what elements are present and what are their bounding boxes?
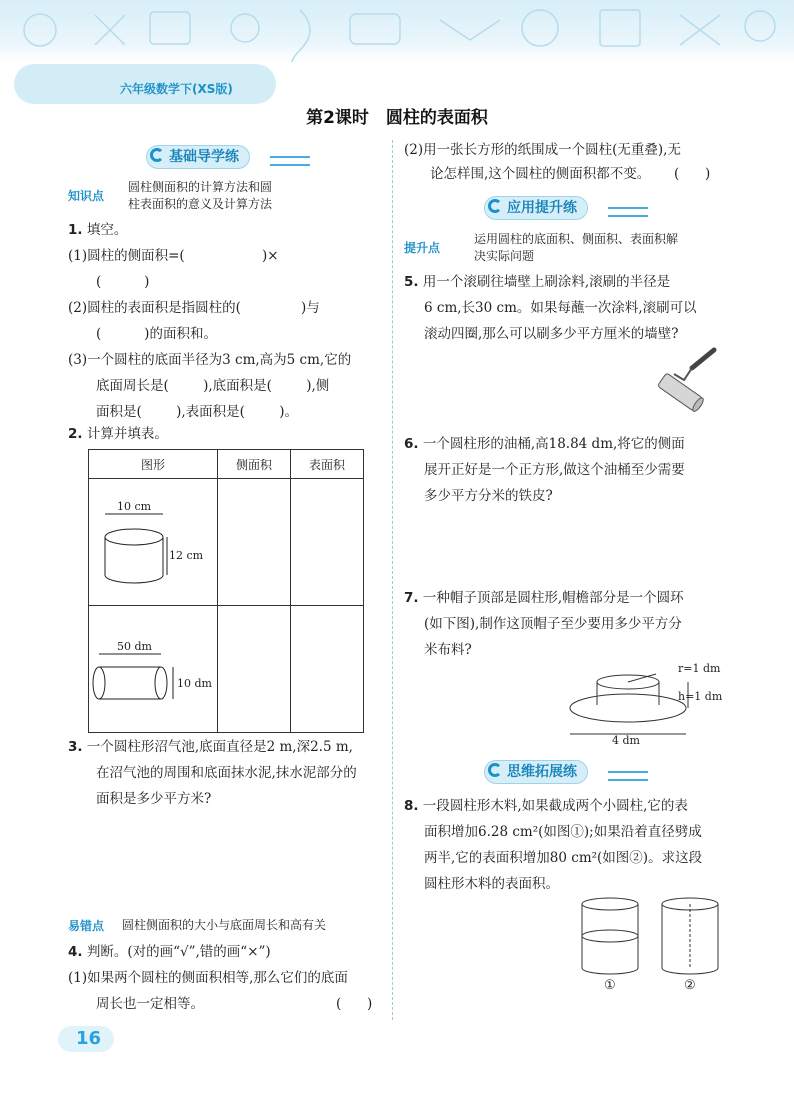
section-apply-label: 应用提升练 (484, 196, 588, 220)
tag-mistake: 易错点 (68, 919, 105, 933)
q6-number: 6. (404, 436, 419, 452)
page-header (0, 0, 794, 110)
swirl-icon (488, 763, 502, 777)
section-expand (484, 758, 654, 786)
column-divider (392, 140, 393, 1020)
q1-part1a: (1)圆柱的侧面积=( )× (68, 248, 279, 264)
tag-improve-text1: 运用圆柱的底面积、侧面积、表面积解 (474, 232, 679, 246)
q7-line2: (如下图),制作这顶帽子至少要用多少平方分 (424, 616, 682, 632)
tag-knowledge: 知识点 (68, 189, 105, 203)
hat-radius: r=1 dm (678, 662, 721, 675)
q1-part2a: (2)圆柱的表面积是指圆柱的( )与 (68, 300, 320, 316)
section-expand-label: 思维拓展练 (484, 760, 588, 784)
q4-part1b: 周长也一定相等。 (96, 996, 204, 1012)
q3-line3: 面积是多少平方米? (96, 791, 212, 807)
swirl-icon (150, 148, 164, 162)
tag-improve-text2: 决实际问题 (474, 249, 535, 263)
section-apply (484, 194, 654, 222)
swirl-icon (488, 199, 502, 213)
cylinder-figure-1 (89, 479, 217, 605)
q5-line2: 6 cm,长30 cm。如果每蘸一次涂料,滚刷可以 (424, 300, 697, 316)
q1-part1b: ( ) (96, 274, 150, 290)
q4-part2b: 论怎样围,这个圆柱的侧面积都不变。 (430, 166, 651, 182)
q2-number: 2. (68, 426, 83, 442)
q2-table (88, 449, 364, 733)
q7-line3: 米布料? (424, 642, 472, 658)
q1-part3b: 底面周长是( ),底面积是( ),侧 (96, 378, 330, 394)
q8-line3: 两半,它的表面积增加80 cm²(如图②)。求这段 (424, 850, 703, 866)
q4-part1-answer[interactable]: ( ) (336, 996, 373, 1012)
q4-number: 4. (68, 944, 83, 960)
wood-cylinders-figure (570, 894, 730, 978)
q3-number: 3. (68, 739, 83, 755)
lines-icon (608, 207, 648, 217)
q1-part3c: 面积是( ),表面积是( )。 (96, 404, 299, 420)
table-cell-fig2 (89, 606, 218, 733)
q4-stem: 判断。(对的画“√”,错的画“×”) (86, 944, 271, 960)
section-basic-label: 基础导学练 (146, 145, 250, 169)
q7-number: 7. (404, 590, 419, 606)
q2-stem: 计算并填表。 (86, 426, 168, 442)
table-header-surface: 表面积 (291, 450, 364, 479)
q7-line1: 一种帽子顶部是圆柱形,帽檐部分是一个圆环 (422, 590, 684, 606)
lines-icon (270, 156, 310, 166)
q1-part3a: (3)一个圆柱的底面半径为3 cm,高为5 cm,它的 (68, 352, 352, 368)
tag-mistake-text: 圆柱侧面积的大小与底面周长和高有关 (122, 918, 327, 932)
table-cell-fig1-surface[interactable] (291, 479, 364, 606)
q8-line1: 一段圆柱形木料,如果截成两个小圆柱,它的表 (422, 798, 688, 814)
lesson-title: 第2课时 圆柱的表面积 (306, 108, 488, 128)
table-cell-fig2-lateral[interactable] (218, 606, 291, 733)
q1-number: 1. (68, 222, 83, 238)
section-basic (146, 143, 316, 171)
q8-number: 8. (404, 798, 419, 814)
tag-knowledge-text2: 柱表面积的意义及计算方法 (128, 197, 273, 211)
tag-improve: 提升点 (404, 241, 441, 255)
table-cell-fig1 (89, 479, 218, 606)
page-number: 16 (76, 1028, 102, 1049)
q5-line1: 用一个滚刷往墙壁上刷涂料,滚刷的半径是 (422, 274, 671, 290)
table-cell-fig1-lateral[interactable] (218, 479, 291, 606)
q3-line1: 一个圆柱形沼气池,底面直径是2 m,深2.5 m, (86, 739, 353, 755)
q8-line4: 圆柱形木料的表面积。 (424, 876, 559, 892)
q8-line2: 面积增加6.28 cm²(如图①);如果沿着直径劈成 (424, 824, 702, 840)
fig2-diameter: 50 dm (117, 640, 152, 653)
paint-roller-icon (652, 346, 718, 414)
book-subtitle: 六年级数学下(XS版) (120, 82, 233, 96)
q4-part2a: (2)用一张长方形的纸围成一个圆柱(无重叠),无 (404, 142, 681, 158)
figure-label-1: ① (604, 978, 616, 993)
q4-part2-answer[interactable]: ( ) (674, 166, 711, 182)
q1-stem: 填空。 (86, 222, 128, 238)
table-header-lateral: 侧面积 (218, 450, 291, 479)
q5-number: 5. (404, 274, 419, 290)
q3-line2: 在沼气池的周围和底面抹水泥,抹水泥部分的 (96, 765, 357, 781)
fig1-diameter: 10 cm (117, 500, 152, 513)
lines-icon (608, 771, 648, 781)
q4-part1a: (1)如果两个圆柱的侧面积相等,那么它们的底面 (68, 970, 348, 986)
q6-line3: 多少平方分米的铁皮? (424, 488, 553, 504)
q5-line3: 滚动四圈,那么可以刷多少平方厘米的墙壁? (424, 326, 679, 342)
cylinder-figure-2 (89, 606, 217, 732)
table-cell-fig2-surface[interactable] (291, 606, 364, 733)
fig2-height: 10 dm (177, 677, 212, 690)
q6-line1: 一个圆柱形的油桶,高18.84 dm,将它的侧面 (422, 436, 685, 452)
table-header-figure: 图形 (89, 450, 218, 479)
hat-height: h=1 dm (678, 690, 723, 703)
hat-figure (566, 662, 736, 752)
q1-part2b: ( )的面积和。 (96, 326, 217, 342)
tag-knowledge-text1: 圆柱侧面积的计算方法和圆 (128, 180, 273, 194)
q6-line2: 展开正好是一个正方形,做这个油桶至少需要 (424, 462, 685, 478)
figure-label-2: ② (684, 978, 696, 993)
fig1-height: 12 cm (169, 549, 204, 562)
header-doodles-icon (0, 0, 794, 62)
hat-width: 4 dm (612, 734, 640, 747)
